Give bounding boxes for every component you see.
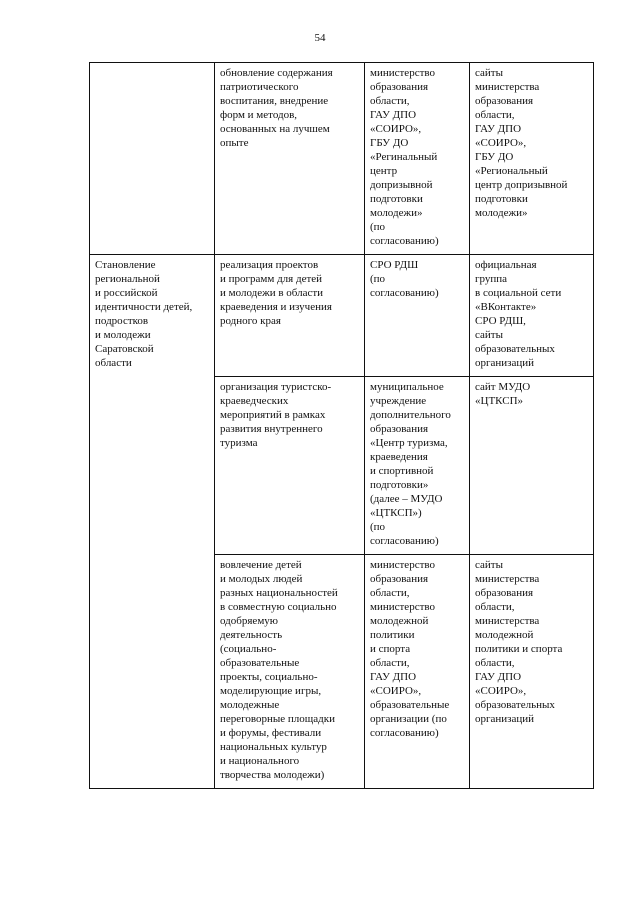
info-source-cell: официальная группа в социальной сети «ВКонтакте» СРО РДШ, сайты образовательных организаций bbox=[470, 255, 594, 377]
table-row bbox=[90, 63, 594, 255]
info-source-cell: сайты министерства образования области, ГАУ ДПО «СОИРО», ГБУ ДО «Региональный центр допризывной подготовки молодежи» bbox=[470, 63, 594, 255]
table-row bbox=[90, 255, 594, 377]
activity-cell: реализация проектов и программ для детей и молодежи в области краеведения и изучения родного края bbox=[215, 255, 365, 377]
page-number: 54 bbox=[314, 32, 326, 44]
direction-cell: Становление региональной и российской идентичности детей, подростков и молодежи Саратовской области bbox=[90, 255, 215, 789]
executor-cell: министерство образования области, ГАУ ДПО «СОИРО», ГБУ ДО «Регинальный центр допризывной подготовки молодежи» (по согласованию) bbox=[365, 63, 470, 255]
executor-cell: муниципальное учреждение дополнительного образования «Центр туризма, краеведения и спортивной подготовки» (далее – МУДО «ЦТКСП») (по согласованию) bbox=[365, 377, 470, 555]
activity-cell: вовлечение детей и молодых людей разных национальностей в совместную социально одобряемую деятельность (социально- образовательные проекты, социально- моделирующие игры, молодежные переговорные площадки и форумы, фестивали национальных культур и национального творчества молодежи) bbox=[215, 555, 365, 789]
direction-cell bbox=[90, 63, 215, 255]
activity-cell: организация туристско- краеведческих мероприятий в рамках развития внутреннего туризма bbox=[215, 377, 365, 555]
info-source-cell: сайт МУДО «ЦТКСП» bbox=[470, 377, 594, 555]
executor-cell: министерство образования области, министерство молодежной политики и спорта области, ГАУ ДПО «СОИРО», образовательные организации (по согласованию) bbox=[365, 555, 470, 789]
info-source-cell: сайты министерства образования области, министерства молодежной политики и спорта области, ГАУ ДПО «СОИРО», образовательных организаций bbox=[470, 555, 594, 789]
plan-table bbox=[89, 62, 594, 789]
activity-cell: обновление содержания патриотического воспитания, внедрение форм и методов, основанных на лучшем опыте bbox=[215, 63, 365, 255]
executor-cell: СРО РДШ (по согласованию) bbox=[365, 255, 470, 377]
